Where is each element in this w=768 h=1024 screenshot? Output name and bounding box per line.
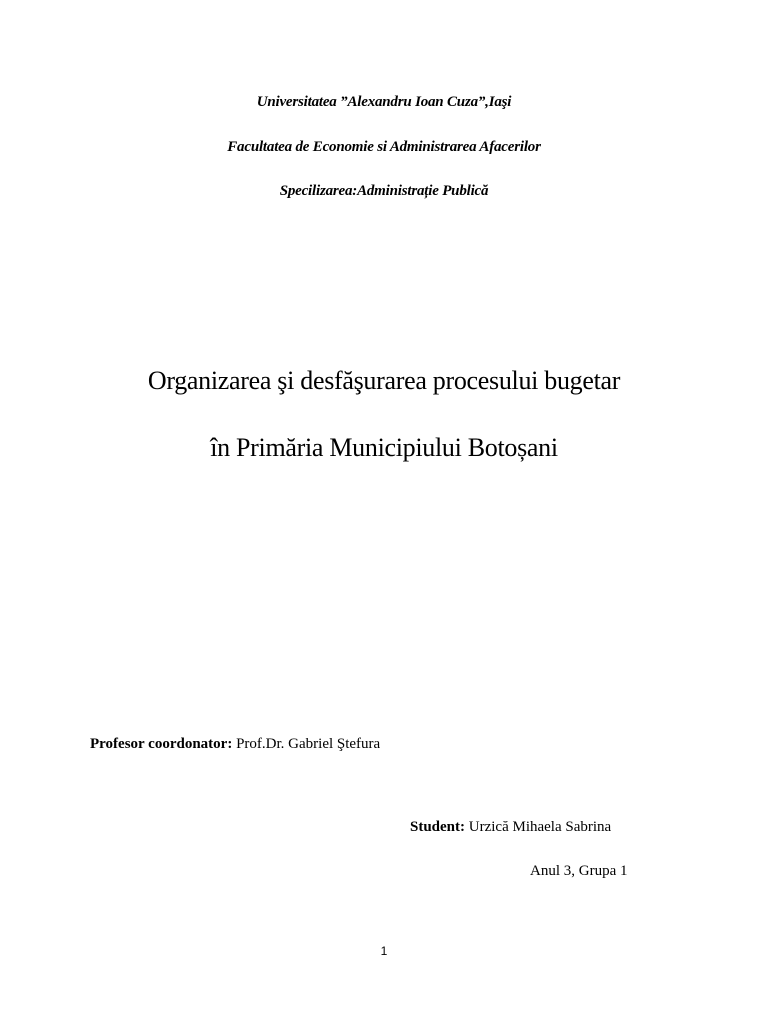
coordinator-line [90, 736, 380, 753]
university-name: Universitatea ”Alexandru Ioan Cuza”,Iaşi [256, 94, 512, 110]
faculty-name: Facultatea de Economie si Administrarea Afacerilor [227, 139, 541, 155]
coordinator-label: Profesor coordonator: [90, 736, 233, 752]
student-group: Anul 3, Grupa 1 [530, 863, 628, 879]
student-line [410, 819, 611, 836]
student-name: Urzică Mihaela Sabrina [468, 819, 612, 835]
page-number: 1 [380, 944, 388, 958]
document-title-line-2: în Primăria Municipiului Botoșani [210, 433, 558, 462]
document-title-line-1: Organizarea şi desfăşurarea procesului bugetar [147, 366, 621, 395]
student-label: Student: [410, 819, 466, 835]
coordinator-name: Prof.Dr. Gabriel Ştefura [236, 736, 381, 752]
specialization-name: Specilizarea:Administrație Publică [279, 183, 489, 199]
